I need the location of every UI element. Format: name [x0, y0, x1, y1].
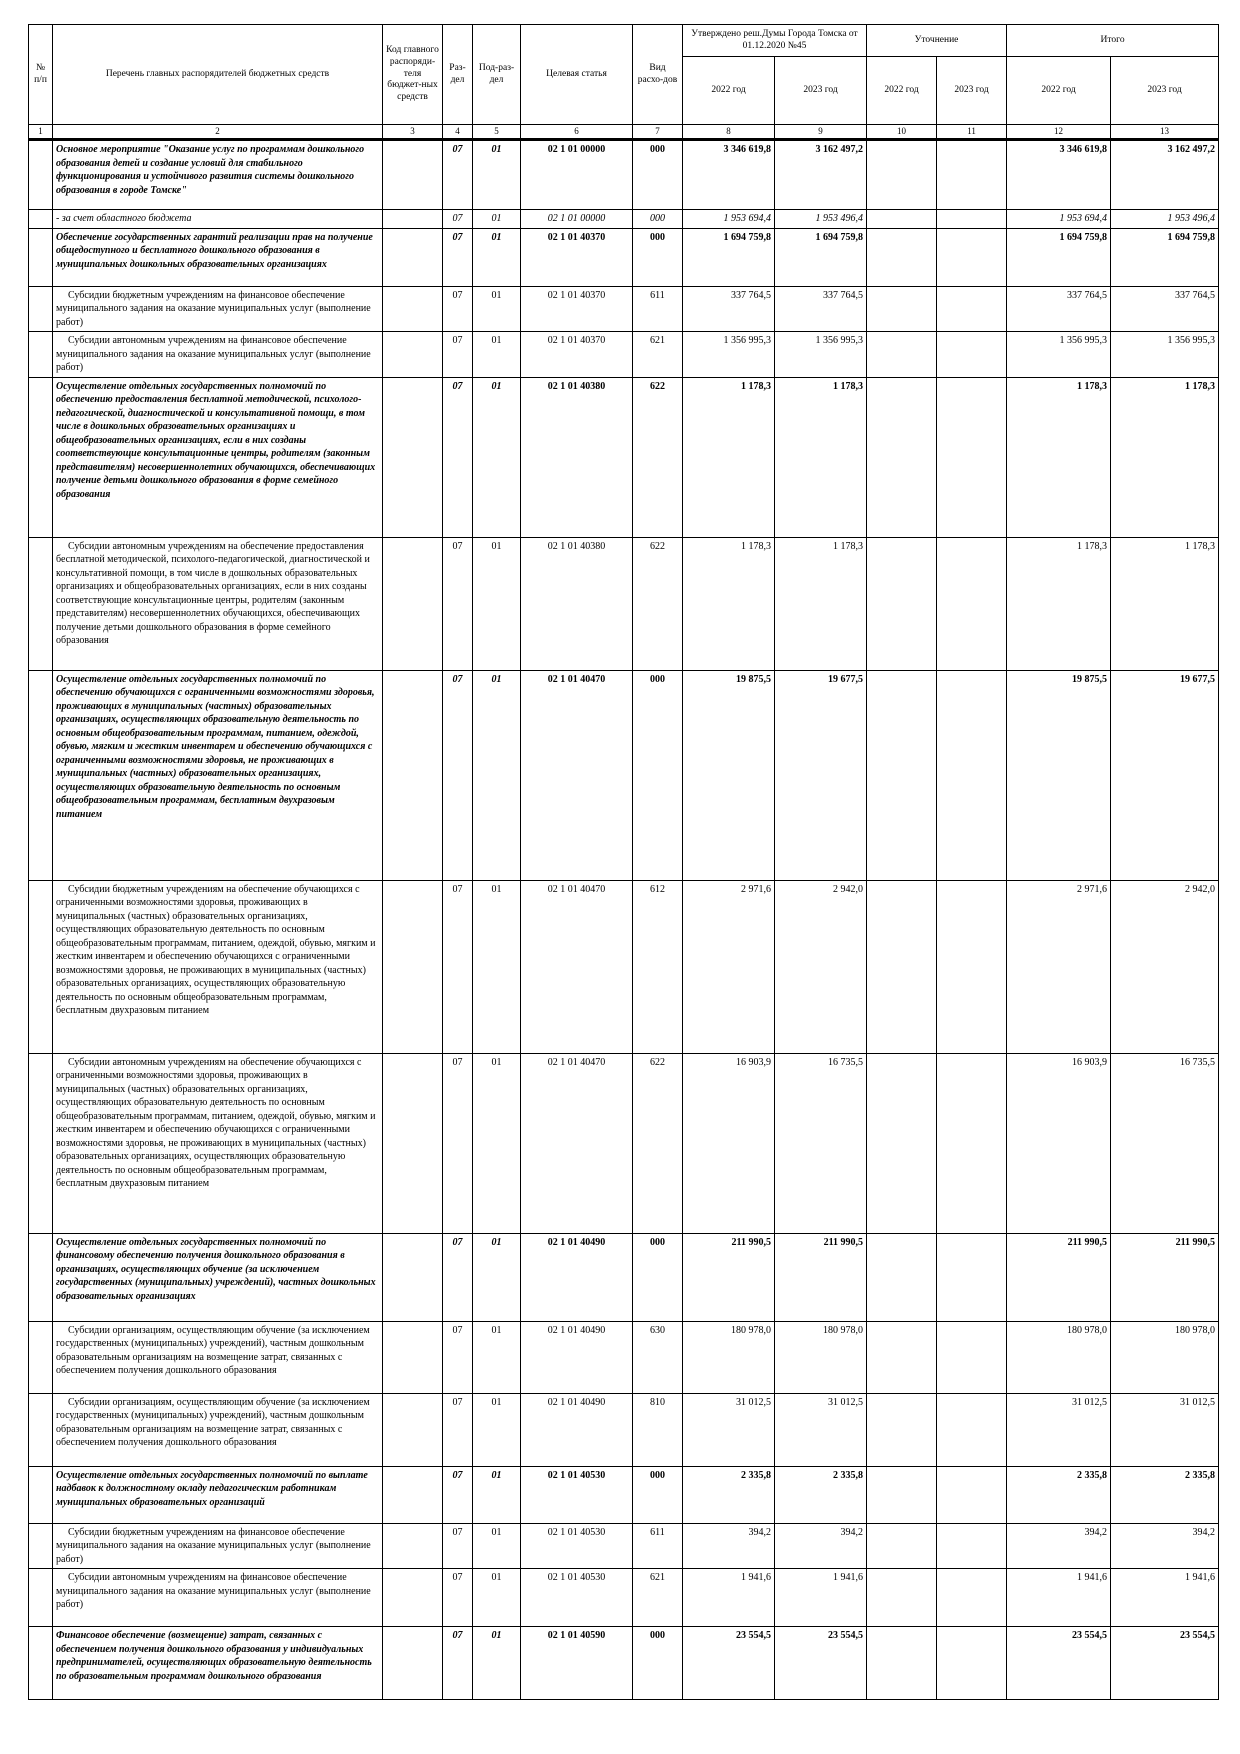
expense-type: 612 [633, 880, 683, 1053]
table-row [29, 1233, 1219, 1321]
approved-2023: 1 953 496,4 [775, 210, 867, 229]
podrazdel-cell: 01 [473, 1321, 521, 1393]
approved-2023: 1 178,3 [775, 377, 867, 537]
expense-name: Субсидии автономным учреждениям на финансовое обеспечение муниципального задания на оказание муниципальных услуг (выполнение работ) [53, 332, 383, 378]
approved-2022: 337 764,5 [683, 286, 775, 332]
table-row [29, 1053, 1219, 1233]
clarify-2023 [937, 1523, 1007, 1569]
razdel-cell: 07 [443, 1393, 473, 1466]
approved-2022: 1 953 694,4 [683, 210, 775, 229]
expense-name: Осуществление отдельных государственных полномочий по выплате надбавок к должностному окладу педагогическим работникам муниципальных образовательных организаций [53, 1466, 383, 1523]
row-number [29, 332, 53, 378]
approved-2023: 337 764,5 [775, 286, 867, 332]
column-number: 8 [683, 125, 775, 140]
row-number [29, 880, 53, 1053]
total-2022: 1 941,6 [1007, 1569, 1111, 1627]
column-number: 4 [443, 125, 473, 140]
expense-name: Осуществление отдельных государственных полномочий по обеспечению предоставления бесплатной методической, психолого-педагогической, диагностической и консультативной помощи, в том числе в дошкольных образовательных организациях и общеобразовательных организациях, если в них созданы соответствующие консультационные центры, родителям (законным представителям) несовершеннолетних обучающихся, обеспечивающих получение детьми дошкольного образования в форме семейного образования [53, 377, 383, 537]
column-number: 10 [867, 125, 937, 140]
clarify-2023 [937, 210, 1007, 229]
approved-2022: 1 356 995,3 [683, 332, 775, 378]
table-row [29, 140, 1219, 210]
target-article: 02 1 01 40370 [521, 332, 633, 378]
total-2022: 1 694 759,8 [1007, 228, 1111, 286]
clarify-2023 [937, 1393, 1007, 1466]
podrazdel-cell: 01 [473, 332, 521, 378]
approved-2023: 3 162 497,2 [775, 140, 867, 210]
manager-code [383, 286, 443, 332]
manager-code [383, 1053, 443, 1233]
row-number [29, 1569, 53, 1627]
row-number [29, 1627, 53, 1700]
expense-name: Субсидии организациям, осуществляющим обучение (за исключением государственных (муниципальных) учреждений), частным дошкольным образовательным организациям на возмещение затрат, связанных с обеспечением получения дошкольного образования [53, 1393, 383, 1466]
razdel-cell: 07 [443, 1321, 473, 1393]
total-2022: 16 903,9 [1007, 1053, 1111, 1233]
expense-type: 000 [633, 228, 683, 286]
table-row [29, 286, 1219, 332]
row-number [29, 1053, 53, 1233]
razdel-cell: 07 [443, 228, 473, 286]
clarify-2022 [867, 1569, 937, 1627]
approved-2023: 1 941,6 [775, 1569, 867, 1627]
manager-code [383, 537, 443, 670]
clarify-2022 [867, 880, 937, 1053]
approved-2022: 19 875,5 [683, 670, 775, 880]
razdel-cell: 07 [443, 537, 473, 670]
header-podrazdel: Под-раз-дел [473, 25, 521, 125]
manager-code [383, 1233, 443, 1321]
approved-2022: 211 990,5 [683, 1233, 775, 1321]
total-2023: 1 694 759,8 [1111, 228, 1219, 286]
clarify-2023 [937, 1569, 1007, 1627]
razdel-cell: 07 [443, 332, 473, 378]
podrazdel-cell: 01 [473, 537, 521, 670]
expense-name: Субсидии бюджетным учреждениям на финансовое обеспечение муниципального задания на оказание муниципальных услуг (выполнение работ) [53, 1523, 383, 1569]
expense-type: 622 [633, 377, 683, 537]
approved-2023: 1 178,3 [775, 537, 867, 670]
expense-name: Субсидии бюджетным учреждениям на финансовое обеспечение муниципального задания на оказание муниципальных услуг (выполнение работ) [53, 286, 383, 332]
manager-code [383, 670, 443, 880]
approved-2023: 23 554,5 [775, 1627, 867, 1700]
total-2022: 23 554,5 [1007, 1627, 1111, 1700]
clarify-2022 [867, 210, 937, 229]
expense-name: Осуществление отдельных государственных полномочий по обеспечению обучающихся с ограниченными возможностями здоровья, проживающих в муниципальных (частных) образовательных организациях, осуществляющих образовательную деятельность по основным общеобразовательным программам, питанием, одеждой, обувью, мягким и жестким инвентарем и обеспечению обучающихся с ограниченными возможностями здоровья, не проживающих в муниципальных (частных) образовательных организациях, осуществляющих образовательную деятельность по основным общеобразовательным программам, бесплатным двухразовым питанием [53, 670, 383, 880]
razdel-cell: 07 [443, 670, 473, 880]
manager-code [383, 332, 443, 378]
total-2023: 180 978,0 [1111, 1321, 1219, 1393]
header-clarify-2022: 2022 год [867, 57, 937, 125]
target-article: 02 1 01 40490 [521, 1321, 633, 1393]
approved-2022: 2 335,8 [683, 1466, 775, 1523]
column-number: 7 [633, 125, 683, 140]
podrazdel-cell: 01 [473, 1393, 521, 1466]
target-article: 02 1 01 40490 [521, 1233, 633, 1321]
clarify-2023 [937, 140, 1007, 210]
total-2023: 23 554,5 [1111, 1627, 1219, 1700]
table-row [29, 670, 1219, 880]
razdel-cell: 07 [443, 880, 473, 1053]
total-2022: 2 335,8 [1007, 1466, 1111, 1523]
header-vid: Вид расхо-дов [633, 25, 683, 125]
manager-code [383, 1393, 443, 1466]
approved-2023: 394,2 [775, 1523, 867, 1569]
manager-code [383, 210, 443, 229]
target-article: 02 1 01 40370 [521, 228, 633, 286]
total-2023: 211 990,5 [1111, 1233, 1219, 1321]
header-razdel: Раз-дел [443, 25, 473, 125]
manager-code [383, 1523, 443, 1569]
clarify-2022 [867, 377, 937, 537]
manager-code [383, 377, 443, 537]
table-row [29, 1321, 1219, 1393]
row-number [29, 1233, 53, 1321]
approved-2023: 180 978,0 [775, 1321, 867, 1393]
razdel-cell: 07 [443, 1466, 473, 1523]
approved-2023: 31 012,5 [775, 1393, 867, 1466]
header-name: Перечень главных распорядителей бюджетных средств [53, 25, 383, 125]
clarify-2022 [867, 1321, 937, 1393]
podrazdel-cell: 01 [473, 1233, 521, 1321]
podrazdel-cell: 01 [473, 880, 521, 1053]
total-2022: 3 346 619,8 [1007, 140, 1111, 210]
clarify-2023 [937, 228, 1007, 286]
expense-name: Субсидии организациям, осуществляющим обучение (за исключением государственных (муниципальных) учреждений), частным дошкольным образовательным организациям на возмещение затрат, связанных с обеспечением получения дошкольного образования [53, 1321, 383, 1393]
approved-2022: 2 971,6 [683, 880, 775, 1053]
clarify-2023 [937, 1466, 1007, 1523]
row-number [29, 1321, 53, 1393]
clarify-2022 [867, 1627, 937, 1700]
table-row [29, 1569, 1219, 1627]
target-article: 02 1 01 40370 [521, 286, 633, 332]
row-number [29, 210, 53, 229]
target-article: 02 1 01 40380 [521, 537, 633, 670]
target-article: 02 1 01 40530 [521, 1523, 633, 1569]
table-header [29, 25, 1219, 140]
column-number: 2 [53, 125, 383, 140]
row-number [29, 140, 53, 210]
total-2022: 1 356 995,3 [1007, 332, 1111, 378]
manager-code [383, 1569, 443, 1627]
clarify-2022 [867, 286, 937, 332]
total-2023: 337 764,5 [1111, 286, 1219, 332]
header-total-2022: 2022 год [1007, 57, 1111, 125]
manager-code [383, 880, 443, 1053]
table-row [29, 377, 1219, 537]
header-approved-2022: 2022 год [683, 57, 775, 125]
approved-2023: 2 942,0 [775, 880, 867, 1053]
expense-name: Обеспечение государственных гарантий реализации прав на получение общедоступного и бесплатного дошкольного образования в муниципальных дошкольных образовательных организациях [53, 228, 383, 286]
clarify-2022 [867, 228, 937, 286]
approved-2022: 23 554,5 [683, 1627, 775, 1700]
clarify-2022 [867, 537, 937, 670]
clarify-2022 [867, 670, 937, 880]
approved-2022: 31 012,5 [683, 1393, 775, 1466]
expense-type: 622 [633, 537, 683, 670]
approved-2023: 2 335,8 [775, 1466, 867, 1523]
row-number [29, 286, 53, 332]
expense-name: Финансовое обеспечение (возмещение) затрат, связанных с обеспечением получения дошкольного образования у индивидуальных предпринимателей, осуществляющих образовательную деятельность по образовательным программам дошкольного образования [53, 1627, 383, 1700]
total-2023: 1 941,6 [1111, 1569, 1219, 1627]
target-article: 02 1 01 40470 [521, 880, 633, 1053]
column-number: 6 [521, 125, 633, 140]
manager-code [383, 140, 443, 210]
row-number [29, 1523, 53, 1569]
clarify-2023 [937, 880, 1007, 1053]
expense-name: Субсидии автономным учреждениям на обеспечение обучающихся с ограниченными возможностями здоровья, проживающих в муниципальных (частных) образовательных организациях, осуществляющих образовательную деятельность по основным общеобразовательным программам, питанием, одеждой, обувью, мягким и жестким инвентарем и обеспечению обучающихся с ограниченными возможностями здоровья, не проживающих в муниципальных (частных) образовательных организациях, осуществляющих образовательную деятельность по основным общеобразовательным программам, бесплатным двухразовым питанием [53, 1053, 383, 1233]
table-body [29, 140, 1219, 1700]
table-row [29, 537, 1219, 670]
expense-type: 000 [633, 140, 683, 210]
header-no: № п/п [29, 25, 53, 125]
expense-type: 621 [633, 1569, 683, 1627]
column-number: 11 [937, 125, 1007, 140]
expense-type: 621 [633, 332, 683, 378]
approved-2022: 3 346 619,8 [683, 140, 775, 210]
clarify-2023 [937, 1053, 1007, 1233]
total-2022: 394,2 [1007, 1523, 1111, 1569]
total-2023: 16 735,5 [1111, 1053, 1219, 1233]
column-number-row [29, 125, 1219, 140]
row-number [29, 670, 53, 880]
table-row [29, 1393, 1219, 1466]
razdel-cell: 07 [443, 1053, 473, 1233]
total-2022: 337 764,5 [1007, 286, 1111, 332]
razdel-cell: 07 [443, 377, 473, 537]
clarify-2022 [867, 332, 937, 378]
razdel-cell: 07 [443, 140, 473, 210]
clarify-2023 [937, 332, 1007, 378]
row-number [29, 377, 53, 537]
clarify-2022 [867, 1523, 937, 1569]
expense-type: 622 [633, 1053, 683, 1233]
clarify-2023 [937, 286, 1007, 332]
approved-2023: 1 356 995,3 [775, 332, 867, 378]
target-article: 02 1 01 40530 [521, 1569, 633, 1627]
podrazdel-cell: 01 [473, 1523, 521, 1569]
expense-name: - за счет областного бюджета [53, 210, 383, 229]
table-row [29, 880, 1219, 1053]
razdel-cell: 07 [443, 1627, 473, 1700]
total-2022: 1 953 694,4 [1007, 210, 1111, 229]
podrazdel-cell: 01 [473, 1627, 521, 1700]
expense-type: 000 [633, 1627, 683, 1700]
header-group-clarify: Уточнение [867, 25, 1007, 57]
manager-code [383, 1627, 443, 1700]
total-2022: 2 971,6 [1007, 880, 1111, 1053]
table-row [29, 1627, 1219, 1700]
clarify-2023 [937, 537, 1007, 670]
total-2023: 1 178,3 [1111, 377, 1219, 537]
expense-type: 000 [633, 210, 683, 229]
total-2023: 1 953 496,4 [1111, 210, 1219, 229]
podrazdel-cell: 01 [473, 1466, 521, 1523]
clarify-2022 [867, 1233, 937, 1321]
podrazdel-cell: 01 [473, 1053, 521, 1233]
podrazdel-cell: 01 [473, 377, 521, 537]
total-2022: 180 978,0 [1007, 1321, 1111, 1393]
table-row [29, 228, 1219, 286]
expense-type: 611 [633, 286, 683, 332]
approved-2023: 16 735,5 [775, 1053, 867, 1233]
podrazdel-cell: 01 [473, 210, 521, 229]
manager-code [383, 1466, 443, 1523]
budget-table [28, 24, 1219, 1700]
header-total-2023: 2023 год [1111, 57, 1219, 125]
header-target: Целевая статья [521, 25, 633, 125]
column-number: 1 [29, 125, 53, 140]
header-group-total: Итого [1007, 25, 1219, 57]
column-number: 3 [383, 125, 443, 140]
approved-2022: 1 178,3 [683, 537, 775, 670]
header-clarify-2023: 2023 год [937, 57, 1007, 125]
total-2023: 1 178,3 [1111, 537, 1219, 670]
razdel-cell: 07 [443, 1569, 473, 1627]
clarify-2023 [937, 670, 1007, 880]
total-2023: 3 162 497,2 [1111, 140, 1219, 210]
column-number: 12 [1007, 125, 1111, 140]
column-number: 5 [473, 125, 521, 140]
target-article: 02 1 01 40490 [521, 1393, 633, 1466]
approved-2023: 1 694 759,8 [775, 228, 867, 286]
header-group-approved: Утверждено реш.Думы Города Томска от 01.12.2020 №45 [683, 25, 867, 57]
manager-code [383, 228, 443, 286]
approved-2022: 180 978,0 [683, 1321, 775, 1393]
podrazdel-cell: 01 [473, 670, 521, 880]
clarify-2022 [867, 140, 937, 210]
table-row [29, 210, 1219, 229]
total-2023: 1 356 995,3 [1111, 332, 1219, 378]
row-number [29, 537, 53, 670]
expense-type: 000 [633, 1466, 683, 1523]
expense-name: Осуществление отдельных государственных полномочий по финансовому обеспечению получения дошкольного образования в организациях, осуществляющих обучение (за исключением государственных (муниципальных) учреждений), частных дошкольных образовательных организациях [53, 1233, 383, 1321]
total-2022: 1 178,3 [1007, 537, 1111, 670]
approved-2022: 16 903,9 [683, 1053, 775, 1233]
column-number: 9 [775, 125, 867, 140]
expense-type: 630 [633, 1321, 683, 1393]
approved-2022: 394,2 [683, 1523, 775, 1569]
total-2023: 2 335,8 [1111, 1466, 1219, 1523]
approved-2023: 19 677,5 [775, 670, 867, 880]
approved-2022: 1 941,6 [683, 1569, 775, 1627]
column-number: 13 [1111, 125, 1219, 140]
target-article: 02 1 01 40470 [521, 1053, 633, 1233]
approved-2023: 211 990,5 [775, 1233, 867, 1321]
approved-2022: 1 178,3 [683, 377, 775, 537]
clarify-2023 [937, 1627, 1007, 1700]
clarify-2022 [867, 1393, 937, 1466]
row-number [29, 1393, 53, 1466]
total-2022: 211 990,5 [1007, 1233, 1111, 1321]
total-2023: 2 942,0 [1111, 880, 1219, 1053]
clarify-2023 [937, 377, 1007, 537]
expense-type: 000 [633, 1233, 683, 1321]
table-row [29, 1466, 1219, 1523]
target-article: 02 1 01 40590 [521, 1627, 633, 1700]
header-approved-2023: 2023 год [775, 57, 867, 125]
approved-2022: 1 694 759,8 [683, 228, 775, 286]
podrazdel-cell: 01 [473, 286, 521, 332]
clarify-2022 [867, 1053, 937, 1233]
target-article: 02 1 01 40470 [521, 670, 633, 880]
target-article: 02 1 01 40380 [521, 377, 633, 537]
target-article: 02 1 01 40530 [521, 1466, 633, 1523]
total-2022: 19 875,5 [1007, 670, 1111, 880]
expense-type: 810 [633, 1393, 683, 1466]
podrazdel-cell: 01 [473, 228, 521, 286]
expense-name: Субсидии бюджетным учреждениям на обеспечение обучающихся с ограниченными возможностями здоровья, проживающих в муниципальных (частных) образовательных организациях, осуществляющих образовательную деятельность по основным общеобразовательным программам, питанием, одеждой, обувью, мягким и жестким инвентарем и обеспечению обучающихся с ограниченными возможностями здоровья, не проживающих в муниципальных (частных) образовательных организациях, осуществляющих образовательную деятельность по основным общеобразовательным программам, бесплатным двухразовым питанием [53, 880, 383, 1053]
razdel-cell: 07 [443, 210, 473, 229]
podrazdel-cell: 01 [473, 1569, 521, 1627]
header-code: Код главного распоряди-теля бюджет-ных средств [383, 25, 443, 125]
clarify-2022 [867, 1466, 937, 1523]
total-2023: 394,2 [1111, 1523, 1219, 1569]
razdel-cell: 07 [443, 1523, 473, 1569]
podrazdel-cell: 01 [473, 140, 521, 210]
target-article: 02 1 01 00000 [521, 140, 633, 210]
expense-name: Субсидии автономным учреждениям на финансовое обеспечение муниципального задания на оказание муниципальных услуг (выполнение работ) [53, 1569, 383, 1627]
razdel-cell: 07 [443, 1233, 473, 1321]
total-2022: 1 178,3 [1007, 377, 1111, 537]
clarify-2023 [937, 1321, 1007, 1393]
manager-code [383, 1321, 443, 1393]
razdel-cell: 07 [443, 286, 473, 332]
table-row [29, 1523, 1219, 1569]
target-article: 02 1 01 00000 [521, 210, 633, 229]
row-number [29, 228, 53, 286]
total-2023: 31 012,5 [1111, 1393, 1219, 1466]
table-row [29, 332, 1219, 378]
row-number [29, 1466, 53, 1523]
total-2023: 19 677,5 [1111, 670, 1219, 880]
expense-type: 611 [633, 1523, 683, 1569]
expense-name: Основное мероприятие "Оказание услуг по программам дошкольного образования детей и создание условий для стабильного функционирования и устойчивого развития системы дошкольного образования в городе Томске" [53, 140, 383, 210]
clarify-2023 [937, 1233, 1007, 1321]
total-2022: 31 012,5 [1007, 1393, 1111, 1466]
expense-type: 000 [633, 670, 683, 880]
expense-name: Субсидии автономным учреждениям на обеспечение предоставления бесплатной методической, психолого-педагогической, диагностической и консультативной помощи, в том числе в дошкольных образовательных организациях и общеобразовательных организациях, если в них созданы соответствующие консультационные центры, родителям (законным представителям) несовершеннолетних обучающихся, обеспечивающих получение детьми дошкольного образования в форме семейного образования [53, 537, 383, 670]
